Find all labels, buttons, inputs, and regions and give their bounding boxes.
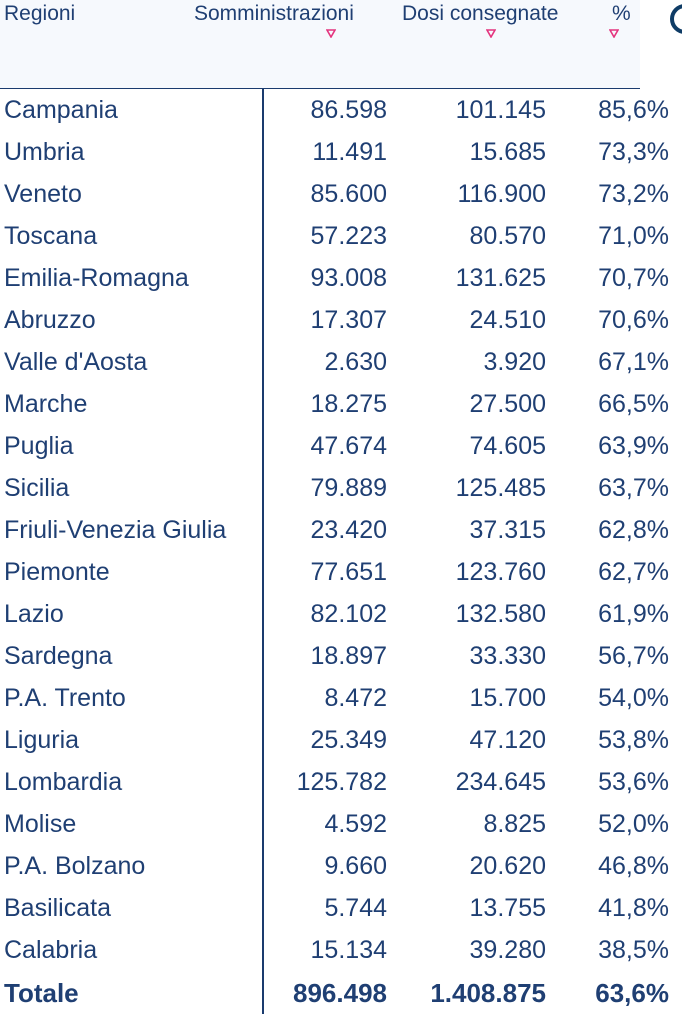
dosi-consegnate-value: 132.580 [455, 600, 546, 628]
dosi-consegnate-value: 24.510 [469, 306, 546, 334]
percent-value: 41,8% [598, 894, 669, 922]
region-name: Calabria [4, 936, 98, 964]
somministrazioni-value: 82.102 [310, 600, 387, 628]
percent-value: 63,9% [598, 432, 669, 460]
region-name: Veneto [4, 180, 82, 208]
table-body [0, 92, 682, 1016]
dosi-consegnate-value: 37.315 [469, 516, 546, 544]
region-name: Valle d'Aosta [4, 348, 148, 376]
column-header-somministrazioni[interactable] [194, 2, 354, 26]
region-name: Abruzzo [4, 306, 96, 334]
table-row [0, 806, 682, 848]
dosi-consegnate-value: 15.700 [469, 684, 546, 712]
table-row [0, 92, 682, 134]
table-row [0, 890, 682, 932]
table-row [0, 218, 682, 260]
dosi-consegnate-value: 234.645 [455, 768, 546, 796]
somministrazioni-value: 9.660 [324, 852, 387, 880]
region-name: Umbria [4, 138, 85, 166]
column-header-label: Regioni [4, 2, 76, 25]
dosi-consegnate-value: 15.685 [469, 138, 546, 166]
table-row [0, 428, 682, 470]
table-row [0, 386, 682, 428]
region-name: Lombardia [4, 768, 123, 796]
region-name: Toscana [4, 222, 98, 250]
region-name: Emilia-Romagna [4, 264, 189, 292]
region-name: Campania [4, 96, 118, 124]
column-header-label: Somministrazioni [194, 2, 354, 25]
percent-value: 53,6% [598, 768, 669, 796]
percent-value: 85,6% [598, 96, 669, 124]
region-name: Marche [4, 390, 88, 418]
table-row [0, 260, 682, 302]
table-header [0, 0, 640, 89]
percent-value: 63,6% [595, 978, 669, 1008]
dosi-consegnate-value: 74.605 [469, 432, 546, 460]
sort-down-icon[interactable] [609, 29, 619, 38]
region-name: Sicilia [4, 474, 70, 502]
dosi-consegnate-value: 20.620 [469, 852, 546, 880]
somministrazioni-value: 896.498 [293, 978, 387, 1008]
somministrazioni-value: 86.598 [310, 96, 387, 124]
somministrazioni-value: 93.008 [310, 264, 387, 292]
region-name: Friuli-Venezia Giulia [4, 516, 227, 544]
dosi-consegnate-value: 39.280 [469, 936, 546, 964]
somministrazioni-value: 4.592 [324, 810, 387, 838]
region-name: Basilicata [4, 894, 111, 922]
table-row [0, 764, 682, 806]
somministrazioni-value: 18.275 [310, 390, 387, 418]
percent-value: 66,5% [598, 390, 669, 418]
column-header-label: Dosi consegnate [402, 2, 559, 25]
table-row [0, 638, 682, 680]
somministrazioni-value: 23.420 [310, 516, 387, 544]
region-name: Molise [4, 810, 77, 838]
dosi-consegnate-value: 13.755 [469, 894, 546, 922]
column-header-regioni[interactable] [4, 2, 75, 26]
somministrazioni-value: 17.307 [310, 306, 387, 334]
somministrazioni-value: 77.651 [310, 558, 387, 586]
dosi-consegnate-value: 123.760 [455, 558, 546, 586]
dosi-consegnate-value: 33.330 [469, 642, 546, 670]
table-row [0, 470, 682, 512]
somministrazioni-value: 5.744 [324, 894, 387, 922]
region-name: P.A. Trento [4, 684, 126, 712]
dosi-consegnate-value: 27.500 [469, 390, 546, 418]
somministrazioni-value: 79.889 [310, 474, 387, 502]
somministrazioni-value: 47.674 [310, 432, 387, 460]
percent-value: 52,0% [598, 810, 669, 838]
table-row [0, 848, 682, 890]
dosi-consegnate-value: 47.120 [469, 726, 546, 754]
table-row [0, 722, 682, 764]
dosi-consegnate-value: 80.570 [469, 222, 546, 250]
percent-value: 73,2% [598, 180, 669, 208]
table-row [0, 344, 682, 386]
dosi-consegnate-value: 101.145 [455, 96, 546, 124]
table-row [0, 512, 682, 554]
somministrazioni-value: 15.134 [310, 936, 387, 964]
table-row [0, 596, 682, 638]
region-name: Totale [4, 978, 79, 1008]
percent-value: 70,6% [598, 306, 669, 334]
percent-value: 70,7% [598, 264, 669, 292]
dosi-consegnate-value: 131.625 [455, 264, 546, 292]
somministrazioni-value: 18.897 [310, 642, 387, 670]
sort-down-icon[interactable] [486, 29, 496, 38]
somministrazioni-value: 85.600 [310, 180, 387, 208]
dosi-consegnate-value: 116.900 [457, 180, 546, 208]
somministrazioni-value: 2.630 [324, 348, 387, 376]
table-row [0, 932, 682, 974]
table-row [0, 176, 682, 218]
somministrazioni-value: 25.349 [310, 726, 387, 754]
table-row [0, 554, 682, 596]
somministrazioni-value: 125.782 [296, 768, 387, 796]
percent-value: 67,1% [598, 348, 669, 376]
dosi-consegnate-value: 8.825 [483, 810, 546, 838]
table-row [0, 302, 682, 344]
partial-circle-icon [670, 4, 682, 34]
table-total-row [0, 974, 682, 1016]
region-name: Liguria [4, 726, 80, 754]
table-row [0, 134, 682, 176]
percent-value: 54,0% [598, 684, 669, 712]
percent-value: 56,7% [598, 642, 669, 670]
percent-value: 61,9% [598, 600, 669, 628]
table-row [0, 680, 682, 722]
percent-value: 62,8% [598, 516, 669, 544]
somministrazioni-value: 57.223 [310, 222, 387, 250]
column-header-label: % [612, 2, 631, 25]
region-name: Puglia [4, 432, 74, 460]
percent-value: 53,8% [598, 726, 669, 754]
percent-value: 63,7% [598, 474, 669, 502]
region-name: Sardegna [4, 642, 113, 670]
percent-value: 62,7% [598, 558, 669, 586]
dosi-consegnate-value: 1.408.875 [430, 978, 546, 1008]
percent-value: 71,0% [598, 222, 669, 250]
column-header-dosi-consegnate[interactable] [402, 2, 558, 26]
dosi-consegnate-value: 3.920 [483, 348, 546, 376]
region-name: Lazio [4, 600, 64, 628]
somministrazioni-value: 11.491 [312, 138, 387, 166]
dosi-consegnate-value: 125.485 [455, 474, 546, 502]
percent-value: 46,8% [598, 852, 669, 880]
column-header-percent[interactable] [612, 2, 631, 26]
region-name: P.A. Bolzano [4, 852, 146, 880]
somministrazioni-value: 8.472 [324, 684, 387, 712]
percent-value: 73,3% [598, 138, 669, 166]
region-name: Piemonte [4, 558, 110, 586]
sort-down-icon[interactable] [326, 29, 336, 38]
percent-value: 38,5% [598, 936, 669, 964]
